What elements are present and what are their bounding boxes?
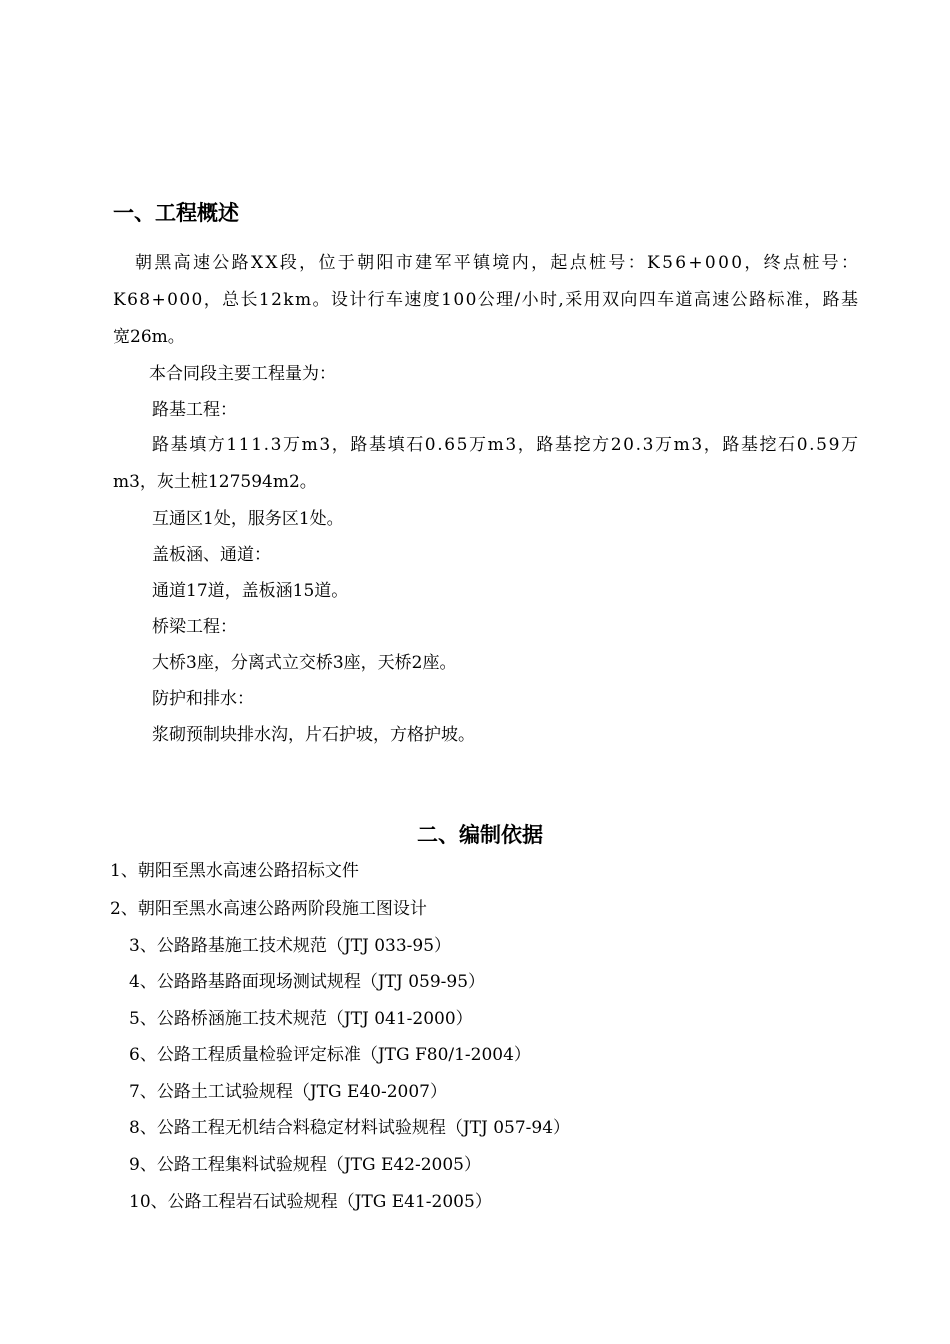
- section-1-title: 一、工程概述: [113, 201, 239, 225]
- drainage-title: 防护和排水：: [152, 689, 254, 709]
- reference-item: 7、公路土工试验规程（JTG E40-2007）: [129, 1082, 448, 1102]
- reference-item: 6、公路工程质量检验评定标准（JTG F80/1-2004）: [129, 1045, 531, 1065]
- reference-item: 8、公路工程无机结合料稳定材料试验规程（JTJ 057-94）: [129, 1118, 571, 1138]
- intro-line-1: 朝黑高速公路XX段，位于朝阳市建军平镇境内，起点桩号：K56+000，终点桩号：: [135, 253, 861, 273]
- subgrade-title: 路基工程：: [152, 400, 237, 420]
- subgrade-line-2: m3，灰土桩127594m2。: [113, 472, 317, 492]
- interchange-text: 互通区1处，服务区1处。: [152, 509, 344, 529]
- reference-item: 1、朝阳至黑水高速公路招标文件: [110, 861, 359, 881]
- quantities-intro: 本合同段主要工程量为：: [149, 364, 336, 384]
- bridge-text: 大桥3座，分离式立交桥3座，天桥2座。: [152, 653, 457, 673]
- intro-line-2: K68+000，总长12km。设计行车速度100公理/小时,采用双向四车道高速公路标准，路基: [113, 290, 860, 310]
- section-2-title: 二、编制依据: [417, 823, 543, 847]
- reference-item: 10、公路工程岩石试验规程（JTG E41-2005）: [129, 1192, 492, 1212]
- drainage-text: 浆砌预制块排水沟，片石护坡，方格护坡。: [152, 725, 475, 745]
- reference-item: 5、公路桥涵施工技术规范（JTJ 041-2000）: [129, 1009, 473, 1029]
- culvert-title: 盖板涵、通道：: [152, 545, 271, 565]
- reference-item: 4、公路路基路面现场测试规程（JTJ 059-95）: [129, 972, 486, 992]
- subgrade-line-1: 路基填方111.3万m3，路基填石0.65万m3，路基挖方20.3万m3，路基挖石0.59万: [152, 435, 860, 455]
- bridge-title: 桥梁工程：: [152, 617, 237, 637]
- intro-line-3: 宽26m。: [113, 327, 185, 347]
- reference-item: 3、公路路基施工技术规范（JTJ 033-95）: [129, 936, 452, 956]
- reference-item: 9、公路工程集料试验规程（JTG E42-2005）: [129, 1155, 482, 1175]
- reference-item: 2、朝阳至黑水高速公路两阶段施工图设计: [110, 899, 427, 919]
- culvert-text: 通道17道，盖板涵15道。: [152, 581, 349, 601]
